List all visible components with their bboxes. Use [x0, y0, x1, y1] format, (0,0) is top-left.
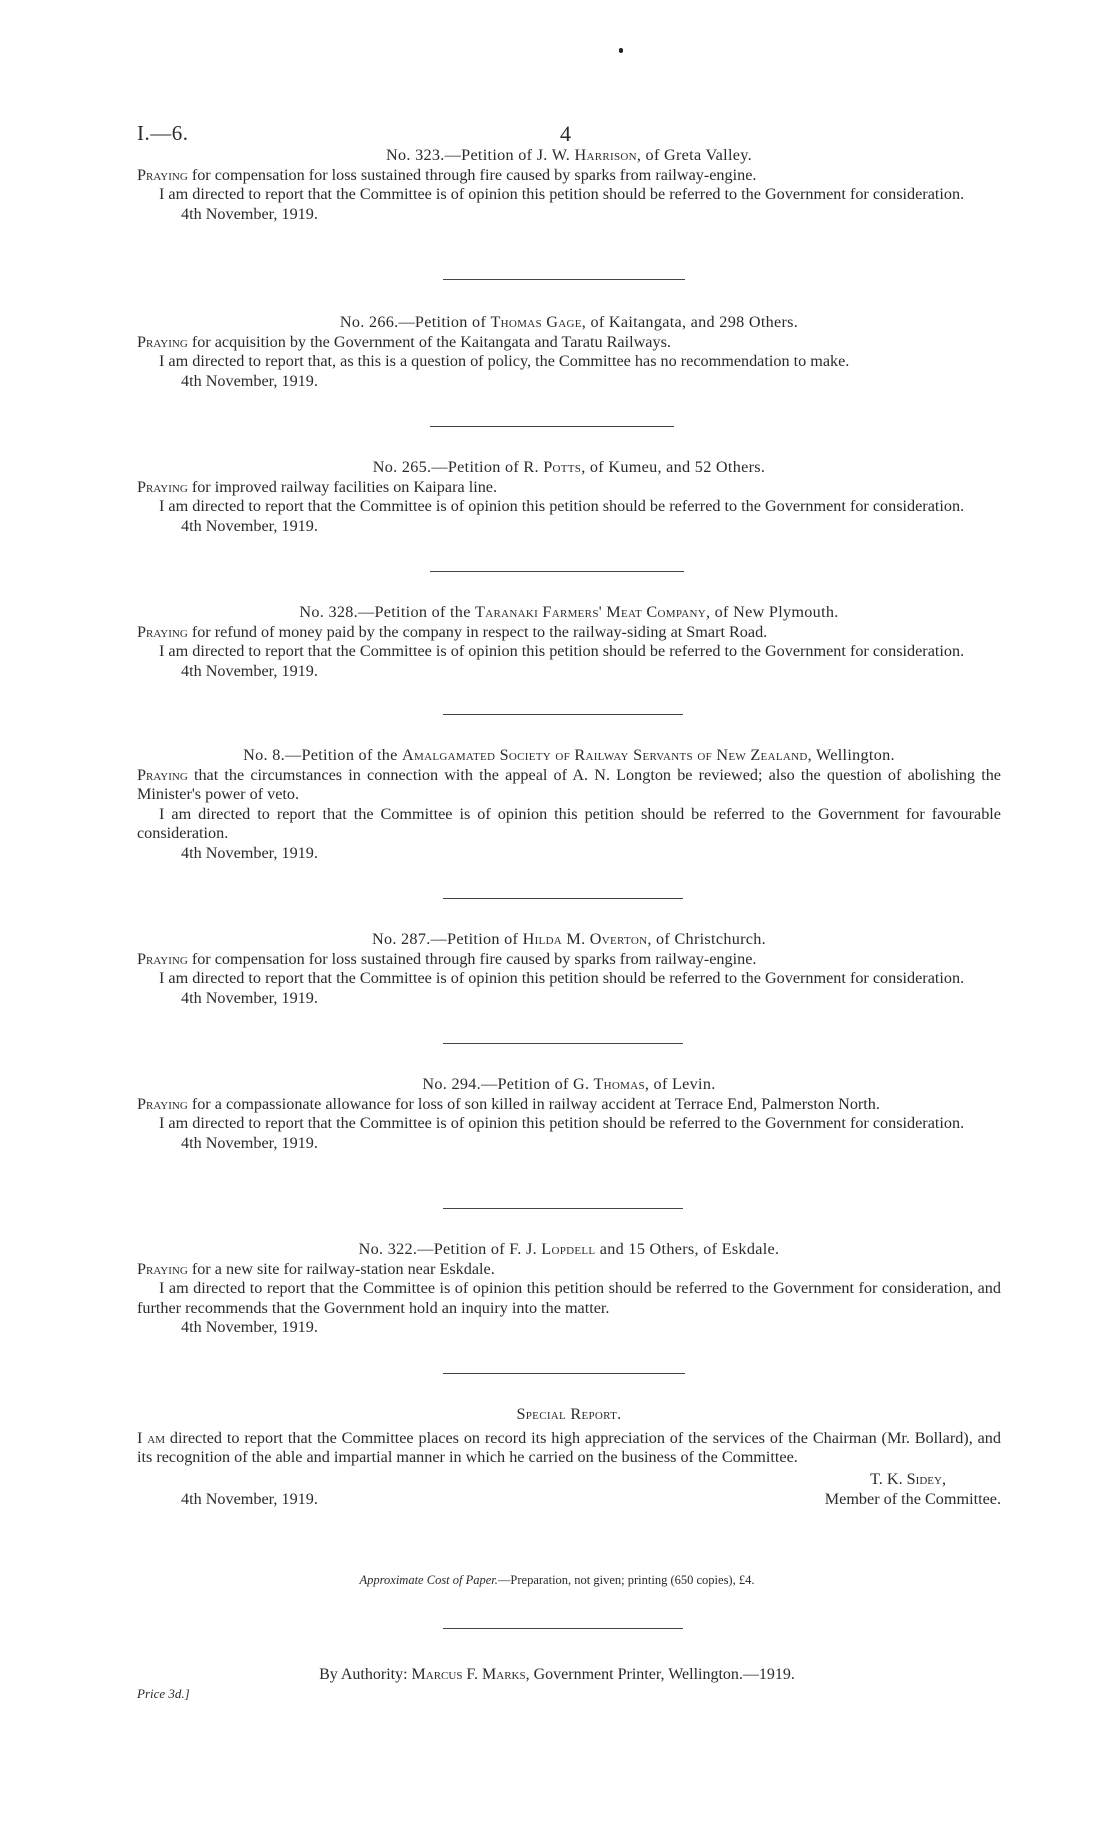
petition-date: 4th November, 1919. [181, 516, 318, 535]
signature-block [137, 1470, 1001, 1512]
section-divider [430, 426, 674, 427]
section-divider [443, 1208, 683, 1209]
section-divider [443, 1373, 685, 1374]
cost-note: Approximate Cost of Paper.—Preparation, not given; printing (650 copies), £4. [359, 1573, 755, 1587]
petition-report: I am directed to report that the Committee is of opinion this petition should be referred to the Government for consideration. [159, 1114, 965, 1132]
petition-report: I am directed to report that, as this is a question of policy, the Committee has no recommendation to make. [159, 352, 850, 370]
petition-praying: Praying for compensation for loss sustained through fire caused by sparks from railway-engine. [137, 165, 757, 184]
petition-praying: Praying for acquisition by the Government of the Kaitangata and Taratu Railways. [137, 332, 671, 351]
petition-date: 4th November, 1919. [181, 371, 318, 390]
petition-praying: Praying for compensation for loss sustained through fire caused by sparks from railway-engine. [137, 949, 757, 968]
signatory-name: T. K. Sidey, [870, 1469, 946, 1488]
petition-title: No. 8.—Petition of the Amalgamated Society of Railway Servants of New Zealand, Wellington. [243, 746, 895, 764]
petition-report: I am directed to report that the Committee is of opinion this petition should be referred to the Government for favourable consideration. [137, 804, 1001, 842]
petition-title: No. 287.—Petition of Hilda M. Overton, of Christchurch. [371, 930, 767, 948]
petition-report: I am directed to report that the Committee is of opinion this petition should be referred to the Government for consideration. [159, 497, 965, 515]
petition-block [137, 746, 1001, 863]
petition-block [137, 1075, 1001, 1153]
special-report-date: 4th November, 1919. [181, 1489, 318, 1508]
petition-block [137, 603, 1001, 681]
petition-title: No. 322.—Petition of F. J. Lopdell and 15 Others, of Eskdale. [358, 1240, 780, 1258]
petition-block [137, 146, 1001, 224]
petition-date: 4th November, 1919. [181, 1133, 318, 1152]
page-number: 4 [560, 121, 571, 146]
petition-block [137, 1240, 1001, 1338]
petition-title: No. 294.—Petition of G. Thomas, of Levin. [422, 1075, 716, 1093]
petition-date: 4th November, 1919. [181, 1318, 318, 1336]
price-note: Price 3d.] [137, 1686, 190, 1701]
petition-title: No. 328.—Petition of the Taranaki Farmers' Meat Company, of New Plymouth. [299, 603, 839, 621]
special-report [137, 1405, 1001, 1512]
petition-report: I am directed to report that the Committee is of opinion this petition should be referred to the Government for consideration. [159, 642, 965, 660]
paper-reference: I.—6. [137, 121, 189, 145]
petition-praying: Praying for a new site for railway-station near Eskdale. [137, 1259, 495, 1278]
printer-authority: By Authority: Marcus F. Marks, Government Printer, Wellington.—1919. [319, 1666, 795, 1683]
petition-praying: Praying that the circumstances in connection with the appeal of A. N. Longton be reviewed; also the question of abolishing the Minister's power of veto. [137, 765, 1001, 803]
section-divider [443, 279, 685, 280]
section-divider [443, 1628, 683, 1629]
signatory-role: Member of the Committee. [824, 1489, 1001, 1508]
petition-date: 4th November, 1919. [181, 843, 318, 862]
section-divider [443, 1043, 683, 1044]
petition-praying: Praying for refund of money paid by the company in respect to the railway-siding at Smart Road. [137, 622, 768, 641]
petition-praying: Praying for a compassionate allowance for loss of son killed in railway accident at Terrace End, Palmerston North. [137, 1094, 880, 1113]
petition-date: 4th November, 1919. [181, 661, 318, 680]
petition-title: No. 323.—Petition of J. W. Harrison, of Greta Valley. [386, 146, 752, 164]
petition-date: 4th November, 1919. [181, 204, 318, 223]
petition-title: No. 266.—Petition of Thomas Gage, of Kaitangata, and 298 Others. [339, 313, 799, 331]
section-divider [443, 714, 683, 715]
petition-block [137, 313, 1001, 391]
special-report-heading: Special Report. [516, 1405, 622, 1423]
section-divider [443, 898, 683, 899]
section-divider [430, 571, 684, 572]
petition-date: 4th November, 1919. [181, 988, 318, 1007]
petition-report: I am directed to report that the Committee is of opinion this petition should be referred to the Government for consideration. [159, 185, 965, 203]
ink-mark [619, 48, 623, 53]
petition-block [137, 458, 1001, 536]
petition-report: I am directed to report that the Committee is of opinion this petition should be referred to the Government for consideration. [159, 969, 965, 987]
petition-praying: Praying for improved railway facilities on Kaipara line. [137, 477, 498, 496]
special-report-text: I am directed to report that the Committee places on record its high appreciation of the services of the Chairman (Mr. Bollard), and its recognition of the able and impartial manner in which he carried on the business of the Committee. [137, 1428, 1001, 1466]
petition-block [137, 930, 1001, 1008]
petition-report: I am directed to report that the Committee is of opinion this petition should be referred to the Government for consideration, and further recommends that the Government hold an inquiry into the matter. [137, 1279, 1001, 1317]
petition-title: No. 265.—Petition of R. Potts, of Kumeu, and 52 Others. [372, 458, 766, 476]
